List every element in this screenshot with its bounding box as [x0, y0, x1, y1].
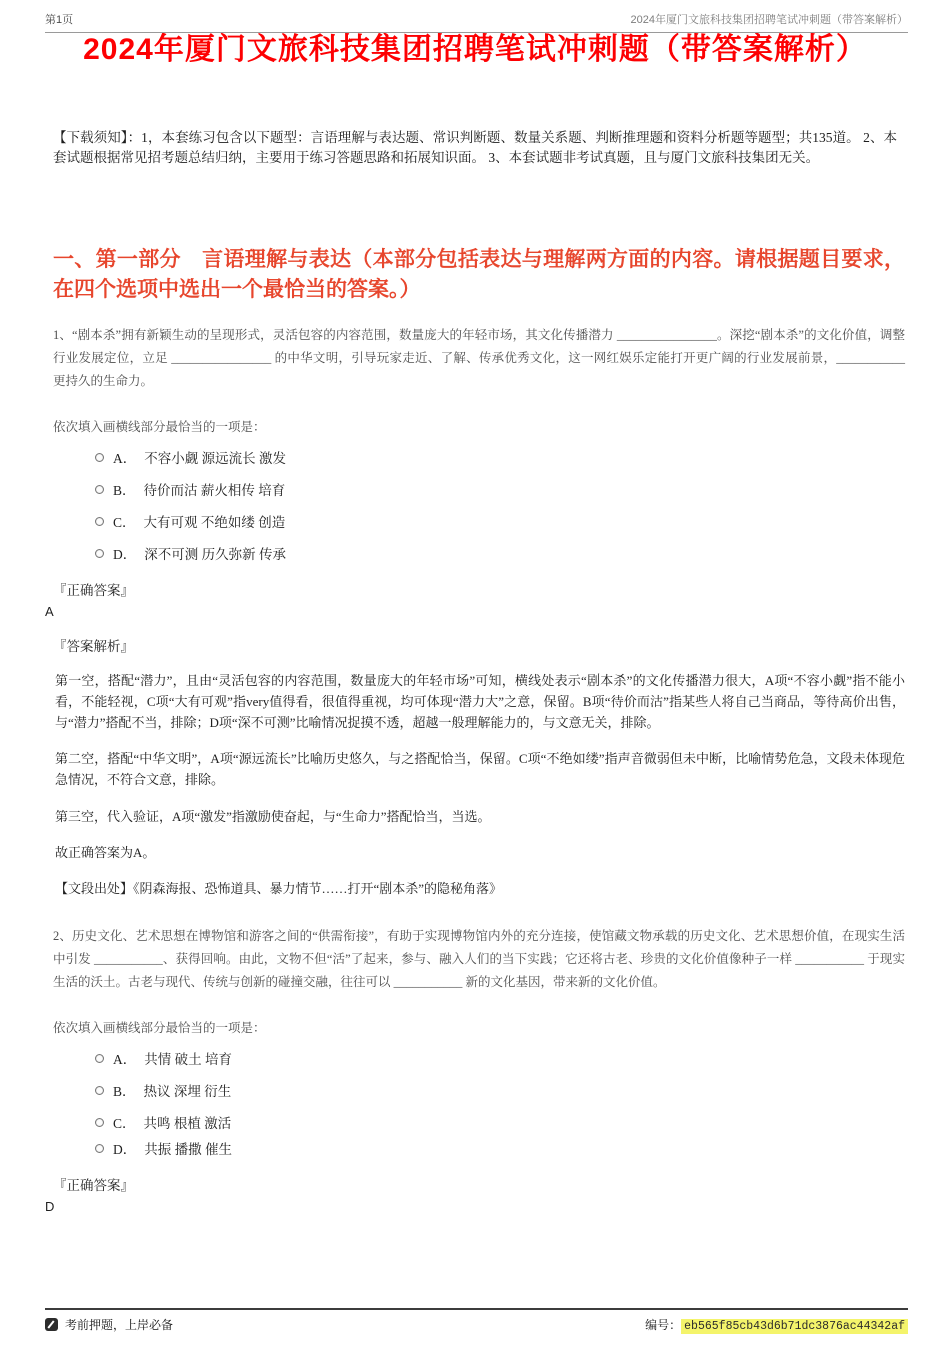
analysis-paragraph: 第三空，代入验证，A项“激发”指激励使奋起，与“生命力”搭配恰当，当选。: [55, 808, 491, 824]
header-doc-title: 2024年厦门文旅科技集团招聘笔试冲刺题（带答案解析）: [630, 14, 908, 26]
page-footer: [45, 1308, 908, 1333]
document-title: 2024年厦门文旅科技集团招聘笔试冲刺题（带答案解析）: [83, 33, 867, 66]
question-stem: 2、历史文化、艺术思想在博物馆和游客之间的“供需衔接”，有助于实现博物馆内外的充分连接，使馆藏文物承载的历史文化、艺术思想价值，在现实生活中引发 ___________、获得回响。由此，文物不但“活”了起来，参与、融入人们的当下实践；它还将古老、珍贵的文化价值像种子一样 ___________ 于现实生活的沃土。古老与现代、传统与创新的碰撞交融，往往可以 ___________ 新的文化基因，带来新的文化价值。: [53, 928, 905, 989]
option-text: 热议 深埋 衍生: [143, 1084, 232, 1100]
option-text: 共鸣 根植 激活: [143, 1116, 232, 1132]
document-content: [0, 24, 950, 1214]
question-1: [45, 324, 905, 899]
question-stem: 1、“剧本杀”拥有新颖生动的呈现形式，灵活包容的内容范围，数量庞大的年轻市场，其文化传播潜力 ________________。深挖“剧本杀”的文化价值，调整行业发展定位，立足 ________________ 的中华文明，引导玩家走近、了解、传承优秀文化，这一网红娱乐定能打开更广阔的行业发展前景，___________ 更持久的生命力。: [53, 327, 905, 389]
option-row-a[interactable]: [95, 1048, 905, 1068]
footer-brand: [45, 1316, 173, 1333]
option-label: A．: [113, 451, 137, 467]
option-text: 共振 播撒 催生: [144, 1142, 232, 1158]
option-row-b[interactable]: [95, 479, 905, 499]
radio-button-icon[interactable]: [95, 1118, 104, 1127]
brand-icon: [45, 1318, 58, 1331]
option-text: 待价而沽 薪火相传 培育: [143, 483, 286, 499]
serial-label: 编号：: [645, 1318, 682, 1332]
radio-button-icon[interactable]: [95, 1144, 104, 1153]
page-number-label: 第1页: [45, 14, 74, 26]
serial-code: eb565f85cb43d6b71dc3876ac44342af: [681, 1319, 908, 1334]
download-notice: 【下载须知】：1，本套练习包含以下题型：言语理解与表达题、常识判断题、数量关系题、判断推理题和资料分析题等题型；共135道。 2、本套试题根据常见招考题总结归纳，主要用于练习答题思路和拓展知识面。 3、本套试题非考试真题，且与厦门文旅科技集团无关。: [53, 130, 897, 165]
option-label: D．: [113, 547, 137, 563]
analysis-source: 【文段出处】《阴森海报、恐怖道具、暴力情节……打开“剧本杀”的隐秘角落》: [55, 880, 503, 896]
analysis-paragraph: 第一空，搭配“潜力”，且由“灵活包容的内容范围，数量庞大的年轻市场”可知，横线处表示“剧本杀”的文化传播潜力很大，A项“不容小觑”指不能小看，不能轻视，C项“大有可观”指very值得看，很值得重视，均可体现“潜力大”之意，保留。B项“待价而沽”指某些人将自己当商品，等待高价出售，与“潜力”搭配不当，排除；D项“深不可测”比喻情况捉摸不透，超越一般理解能力的，与文意无关，排除。: [55, 673, 905, 731]
analysis-paragraph: 第二空，搭配“中华文明”，A项“源远流长”比喻历史悠久，与之搭配恰当，保留。C项“不绝如缕”指声音微弱但未中断，比喻情势危急，文段未体现危急情况，不符合文意，排除。: [55, 751, 905, 788]
correct-answer-value: D: [45, 1199, 55, 1215]
question-2: [45, 925, 905, 1214]
option-text: 深不可测 历久弥新 传承: [144, 547, 286, 563]
question-prompt: 依次填入画横线部分最恰当的一项是：: [53, 420, 266, 435]
option-row-d[interactable]: [95, 543, 905, 563]
options-group: [95, 447, 905, 563]
option-label: B．: [113, 1084, 136, 1100]
radio-button-icon[interactable]: [95, 453, 104, 462]
option-label: C．: [113, 515, 136, 531]
radio-button-icon[interactable]: [95, 1054, 104, 1063]
option-text: 大有可观 不绝如缕 创造: [143, 515, 286, 531]
option-row-d[interactable]: [95, 1138, 905, 1158]
option-text: 不容小觑 源远流长 激发: [144, 451, 286, 467]
footer-slogan: 考前押题，上岸必备: [65, 1318, 174, 1332]
section-heading: 一、第一部分 言语理解与表达（本部分包括表达与理解两方面的内容。请根据题目要求，在四个选项中选出一个最恰当的答案。）: [53, 248, 905, 301]
question-prompt: 依次填入画横线部分最恰当的一项是：: [53, 1021, 266, 1036]
analysis-label: 『答案解析』: [53, 639, 134, 655]
option-label: A．: [113, 1052, 137, 1068]
option-text: 共情 破土 培育: [144, 1052, 232, 1068]
option-label: B．: [113, 483, 136, 499]
option-row-c[interactable]: [95, 511, 905, 531]
radio-button-icon[interactable]: [95, 517, 104, 526]
correct-answer-value: A: [45, 604, 54, 620]
footer-serial: [645, 1316, 908, 1333]
option-row-b[interactable]: [95, 1080, 905, 1100]
option-label: C．: [113, 1116, 136, 1132]
radio-button-icon[interactable]: [95, 485, 104, 494]
page-header: [45, 11, 908, 33]
analysis-conclusion: 故正确答案为A。: [55, 844, 156, 860]
correct-answer-label: 『正确答案』: [53, 1178, 134, 1194]
correct-answer-label: 『正确答案』: [53, 583, 134, 599]
radio-button-icon[interactable]: [95, 1086, 104, 1095]
option-row-a[interactable]: [95, 447, 905, 467]
option-row-c[interactable]: [95, 1112, 905, 1132]
option-label: D．: [113, 1142, 137, 1158]
options-group: [95, 1048, 905, 1158]
radio-button-icon[interactable]: [95, 549, 104, 558]
